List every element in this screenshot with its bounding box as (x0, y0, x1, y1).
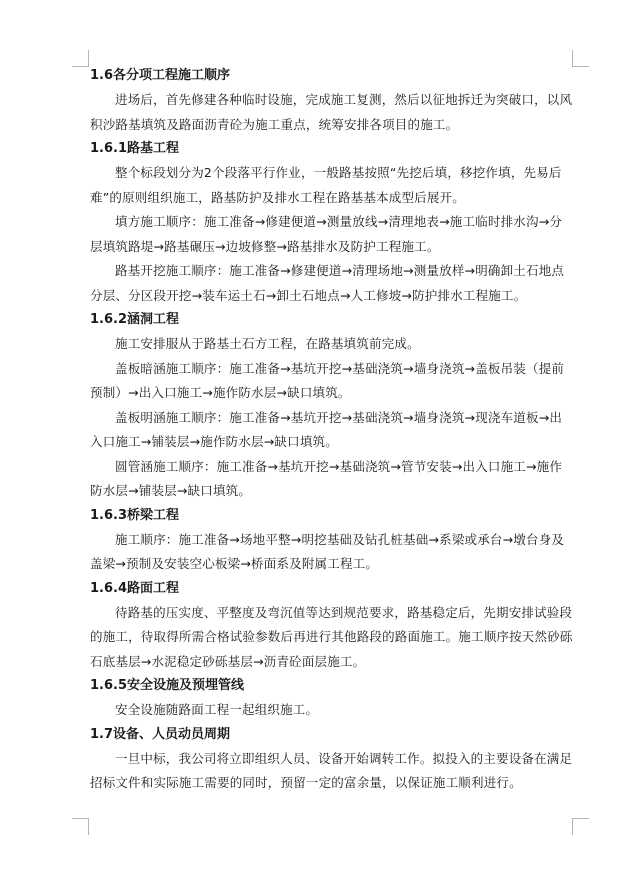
section-heading-1-6-2: 1.6.2涵洞工程 (90, 312, 180, 327)
section-heading-1-6-4: 1.6.4路面工程 (90, 580, 180, 596)
section-heading-1-6-1: 1.6.1路基工程 (90, 141, 180, 156)
section-heading-1-6-5: 1.6.5安全设施及预埋管线 (90, 678, 245, 693)
document-body (90, 64, 574, 796)
paragraph-pipe-culvert: 圆管涵施工顺序：施工准备→基坑开挖→基础浇筑→管节安装→出入口施工→施作防水层→铺装层→缺口填筑。 (90, 458, 563, 498)
crop-mark-top-left (72, 50, 89, 67)
paragraph-culvert-overview: 施工安排服从于路基土石方工程，在路基填筑前完成。 (115, 336, 420, 351)
paragraph-subgrade-overview: 整个标段划分为2个段落平行作业，一般路基按照“先挖后填，移挖作填，先易后难”的原则组织施工，路基防护及排水工程在路基基本成型后展开。 (90, 165, 562, 205)
section-heading-1-7: 1.7设备、人员动员周期 (90, 726, 231, 742)
section-heading-1-6: 1.6各分项工程施工顺序 (90, 68, 231, 83)
section-heading-1-6-3: 1.6.3桥梁工程 (90, 507, 180, 523)
paragraph-covered-culvert: 盖板暗涵施工顺序：施工准备→基坑开挖→基础浇筑→墙身浇筑→盖板吊装（提前预制）→出入口施工→施作防水层→缺口填筑。 (90, 360, 565, 400)
paragraph-intro: 进场后，首先修建各种临时设施，完成施工复测，然后以征地拆迁为突破口，以风积沙路基填筑及路面沥青砼为施工重点，统筹安排各项目的施工。 (90, 92, 573, 132)
crop-mark-bottom-right (572, 818, 589, 835)
paragraph-safety-facilities: 安全设施随路面工程一起组织施工。 (115, 702, 319, 717)
crop-mark-bottom-left (72, 818, 89, 835)
paragraph-excavation-sequence: 路基开挖施工顺序：施工准备→修建便道→清理场地→测量放样→明确卸土石地点分层、分区段开挖→装车运土石→卸土石地点→人工修坡→防护排水工程施工。 (90, 263, 565, 303)
paragraph-mobilization: 一旦中标，我公司将立即组织人员、设备开始调转工作。拟投入的主要设备在满足招标文件和实际施工需要的同时，预留一定的富余量，以保证施工顺利进行。 (90, 750, 573, 790)
paragraph-fill-sequence: 填方施工顺序：施工准备→修建便道→测量放线→清理地表→施工临时排水沟→分层填筑路堤→路基碾压→边坡修整→路基排水及防护工程施工。 (90, 214, 563, 254)
paragraph-bridge-sequence: 施工顺序：施工准备→场地平整→明挖基础及钻孔桩基础→系梁或承台→墩台身及盖梁→预制及安装空心板梁→桥面系及附属工程工。 (90, 531, 565, 571)
paragraph-pavement-sequence: 待路基的压实度、平整度及弯沉值等达到规范要求，路基稳定后，先期安排试验段的施工，待取得所需合格试验参数后再进行其他路段的路面施工。施工顺序按天然砂砾石底基层→水泥稳定砂砾基层→沥青砼面层施工。 (90, 604, 573, 669)
crop-mark-top-right (572, 50, 589, 67)
paragraph-open-culvert: 盖板明涵施工顺序：施工准备→基坑开挖→基础浇筑→墙身浇筑→现浇车道板→出入口施工→铺装层→施作防水层→缺口填筑。 (90, 409, 563, 449)
